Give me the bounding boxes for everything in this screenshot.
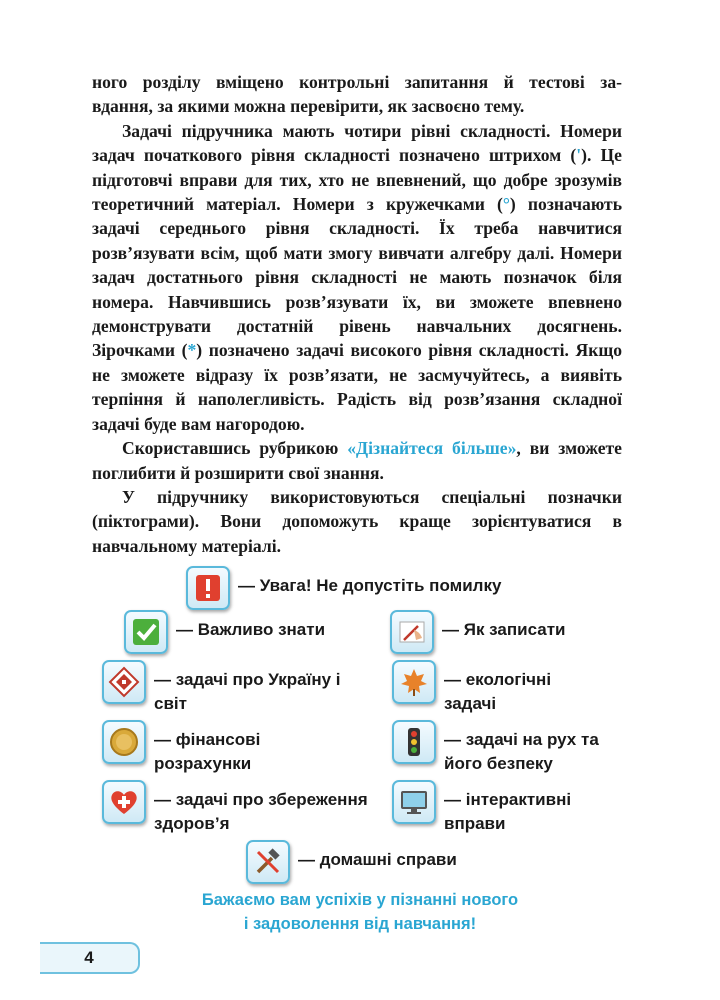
paragraph-rubric: Скориставшись рубрикою «Дізнайтеся більше», ви зможете поглибити й розширити свої знання.	[92, 438, 622, 483]
traffic-light-icon	[392, 720, 436, 764]
legend-warning	[186, 566, 501, 610]
leaf-icon	[392, 660, 436, 704]
legend-health	[102, 780, 374, 836]
legend-warning-label: — Увага! Не допустіть помилку	[238, 576, 502, 595]
legend-ecology	[392, 660, 554, 716]
page-number	[40, 942, 140, 974]
closing-wish	[0, 888, 720, 936]
legend-traffic-label: — задачі на рух та його безпеку	[444, 730, 599, 773]
legend-important	[124, 610, 325, 654]
coin-icon	[102, 720, 146, 764]
ornament-icon	[102, 660, 146, 704]
circle-mark: °	[502, 194, 510, 215]
checkmark-icon	[124, 610, 168, 654]
heart-icon	[102, 780, 146, 824]
monitor-icon	[392, 780, 436, 824]
prime-mark: '	[576, 145, 582, 166]
legend-ukraine-label: — задачі про Україну і світ	[154, 670, 341, 713]
legend-home	[246, 840, 457, 884]
rubric-name: «Дізнайтеся більше»	[347, 438, 517, 459]
legend-home-label: — домашні справи	[298, 850, 457, 869]
star-mark: *	[187, 340, 197, 361]
paragraph-pictograms: У підручнику використовуються спеціальні позначки (піктограми). Вони допоможуть краще зорієнтуватися в навчальному матеріалі.	[92, 486, 622, 556]
legend-finance-label: — фінансові розрахунки	[154, 730, 261, 773]
legend-how-write	[390, 610, 565, 654]
legend-traffic	[392, 720, 614, 776]
legend-ecology-label: — екологічні задачі	[444, 670, 552, 713]
exclamation-icon	[186, 566, 230, 610]
writing-hand-icon	[390, 610, 434, 654]
legend-important-label: — Важливо знати	[176, 620, 326, 639]
page-number-value: 4	[84, 948, 94, 967]
closing-line-1: Бажаємо вам успіхів у пізнанні нового	[201, 891, 519, 909]
legend-how-write-label: — Як записати	[442, 620, 566, 639]
legend-health-label: — задачі про збереження здоров’я	[154, 790, 368, 833]
paragraph-1: ного розділу вміщено контрольні запитання й тестові за-	[92, 72, 622, 92]
paragraph-1-end: вдання, за якими можна перевірити, як засвоєно тему.	[92, 96, 525, 117]
intro-text	[92, 70, 622, 558]
legend-interactive-label: — інтерактивні вправи	[444, 790, 572, 833]
legend-interactive	[392, 780, 584, 836]
closing-line-2: і задоволення від навчання!	[243, 915, 477, 933]
legend-ukraine	[102, 660, 364, 716]
paragraph-levels: Задачі підручника мають чотири рівні складності. Номери задач початкового рівня складності позначено штрихом ('). Це підготовчі вправи для тих, хто не впевнений, що добре зрозумів теоретичний матеріал. Номери з кружечками (°) позначають задачі середнього рівня складності. Їх треба навчитися розв’язувати всім, щоб мати змогу вивчати алгебру далі. Номери задач достатнього рівня складності не мають позначок біля номера. Навчившись розв’язувати їх, ви зможете впевнено демонструвати достатній рівень навчальних досягнень. Зірочками (*) позначено задачі високого рівня складності. Якщо не зможете відразу їх розв’язати, не засмучуйтесь, а виявіть терпіння й наполегливість. Радість від розв’язання складної задачі буде вам нагородою.	[92, 120, 622, 434]
legend-finance	[102, 720, 284, 776]
tools-icon	[246, 840, 290, 884]
